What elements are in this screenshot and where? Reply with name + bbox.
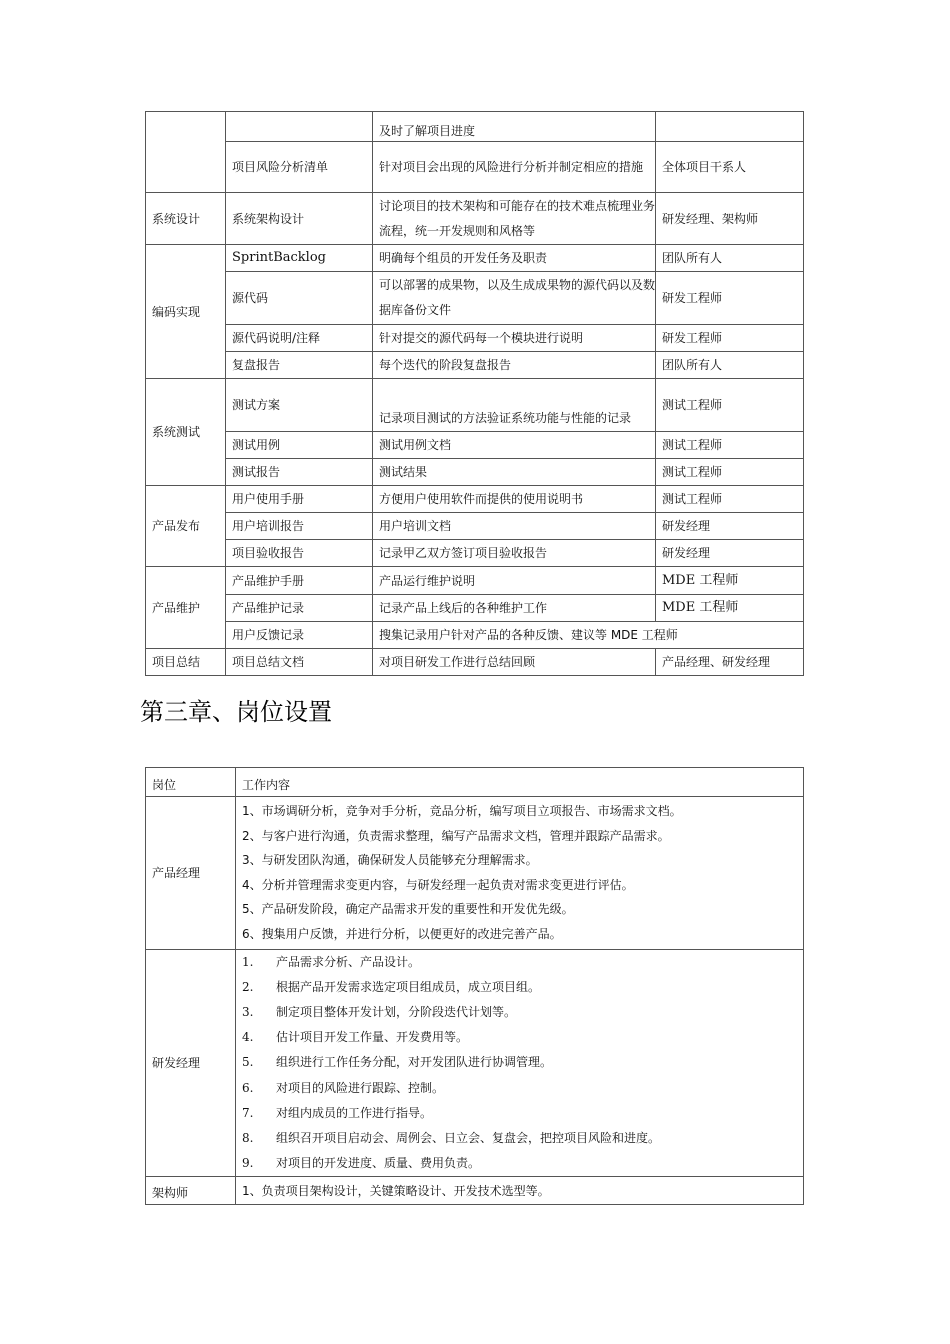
owner-cell: MDE 工程师: [656, 595, 804, 622]
duty-item: 2. 根据产品开发需求选定项目组成员，成立项目组。: [242, 979, 541, 994]
roles-table: [145, 767, 804, 1205]
desc-cell: 测试结果: [373, 459, 656, 486]
doc-cell: 源代码: [226, 272, 373, 325]
doc-cell: 复盘报告: [226, 352, 373, 379]
doc-cell: 用户反馈记录: [226, 622, 373, 649]
owner-cell: 研发经理: [656, 540, 804, 567]
desc-cell: 可以部署的成果物，以及生成成果物的源代码以及数据库备份文件: [373, 272, 656, 325]
owner-cell: [656, 112, 804, 142]
stage-cell: 系统设计: [146, 193, 226, 245]
owner-cell: 全体项目干系人: [656, 142, 804, 193]
doc-cell: 项目总结文档: [226, 649, 373, 676]
owner-cell: 团队所有人: [656, 245, 804, 272]
desc-cell: 明确每个组员的开发任务及职责: [373, 245, 656, 272]
owner-cell: MDE 工程师: [656, 567, 804, 595]
desc-cell: 搜集记录用户针对产品的各种反馈、建议等 MDE 工程师: [373, 622, 804, 649]
duty-item: 5、产品研发阶段，确定产品需求开发的重要性和开发优先级。: [242, 902, 574, 917]
doc-cell: 用户培训报告: [226, 513, 373, 540]
desc-cell: 针对提交的源代码每一个模块进行说明: [373, 325, 656, 352]
duty-item: 1、负责项目架构设计，关键策略设计、开发技术选型等。: [242, 1183, 550, 1198]
chapter-title: 第三章、岗位设置: [140, 698, 332, 726]
role-cell-architect: 架构师: [146, 1177, 236, 1205]
desc-cell: 记录产品上线后的各种维护工作: [373, 595, 656, 622]
owner-cell: 研发经理、架构师: [656, 193, 804, 245]
role-header: 岗位: [146, 768, 236, 797]
doc-cell: SprintBacklog: [226, 245, 373, 272]
doc-cell: 用户使用手册: [226, 486, 373, 513]
duty-item: 7. 对组内成员的工作进行指导。: [242, 1105, 433, 1120]
duty-item: 4. 估计项目开发工作量、开发费用等。: [242, 1030, 469, 1045]
duty-item: 4、分析并管理需求变更内容，与研发经理一起负责对需求变更进行评估。: [242, 877, 634, 892]
duty-item: 6、搜集用户反馈，并进行分析，以便更好的改进完善产品。: [242, 926, 562, 941]
doc-cell: 源代码说明/注释: [226, 325, 373, 352]
desc-cell: 测试用例文档: [373, 432, 656, 459]
desc-cell: 讨论项目的技术架构和可能存在的技术难点梳理业务流程，统一开发规则和风格等: [373, 193, 656, 245]
doc-cell: 测试方案: [226, 379, 373, 432]
doc-cell: 测试报告: [226, 459, 373, 486]
owner-cell: 研发工程师: [656, 272, 804, 325]
doc-cell: 项目风险分析清单: [226, 142, 373, 193]
stage-cell: 产品维护: [146, 567, 226, 649]
doc-cell: 测试用例: [226, 432, 373, 459]
desc-cell: 每个迭代的阶段复盘报告: [373, 352, 656, 379]
owner-cell: 研发经理: [656, 513, 804, 540]
role-cell-product-manager: 产品经理: [146, 797, 236, 950]
duty-item: 8. 组织召开项目启动会、周例会、日立会、复盘会，把控项目风险和进度。: [242, 1130, 661, 1145]
doc-cell: 产品维护记录: [226, 595, 373, 622]
stage-cell: [146, 112, 226, 193]
product-manager-duties: [236, 797, 804, 950]
duty-item: 9. 对项目的开发进度、质量、费用负责。: [242, 1156, 481, 1171]
duty-item: 3、与研发团队沟通，确保研发人员能够充分理解需求。: [242, 853, 538, 868]
owner-cell: 研发工程师: [656, 325, 804, 352]
doc-cell: 项目验收报告: [226, 540, 373, 567]
owner-cell: 测试工程师: [656, 432, 804, 459]
deliverables-table: [145, 111, 804, 676]
stage-cell: 项目总结: [146, 649, 226, 676]
duty-item: 1. 产品需求分析、产品设计。: [242, 954, 421, 969]
stage-cell: 产品发布: [146, 486, 226, 567]
stage-cell: 系统测试: [146, 379, 226, 486]
owner-cell: 测试工程师: [656, 486, 804, 513]
owner-cell: 测试工程师: [656, 459, 804, 486]
duty-item: 5. 组织进行工作任务分配，对开发团队进行协调管理。: [242, 1055, 553, 1070]
desc-cell: 用户培训文档: [373, 513, 656, 540]
owner-cell: 测试工程师: [656, 379, 804, 432]
owner-cell: 产品经理、研发经理: [656, 649, 804, 676]
dev-manager-duties: [236, 949, 804, 1177]
role-cell-dev-manager: 研发经理: [146, 949, 236, 1177]
desc-cell: 针对项目会出现的风险进行分析并制定相应的措施: [373, 142, 656, 193]
stage-cell: 编码实现: [146, 245, 226, 379]
desc-cell: 及时了解项目进度: [373, 112, 656, 142]
desc-cell: 方便用户使用软件而提供的使用说明书: [373, 486, 656, 513]
desc-cell: 对项目研发工作进行总结回顾: [373, 649, 656, 676]
doc-cell: 产品维护手册: [226, 567, 373, 595]
desc-cell: 产品运行维护说明: [373, 567, 656, 595]
duty-item: 1、市场调研分析，竞争对手分析，竞品分析，编写项目立项报告、市场需求文档。: [242, 804, 682, 818]
content-header: 工作内容: [236, 768, 804, 797]
doc-cell: 系统架构设计: [226, 193, 373, 245]
duty-item: 2、与客户进行沟通，负责需求整理，编写产品需求文档，管理并跟踪产品需求。: [242, 828, 670, 843]
duty-item: 6. 对项目的风险进行跟踪、控制。: [242, 1080, 445, 1095]
desc-cell: 记录甲乙双方签订项目验收报告: [373, 540, 656, 567]
doc-cell: [226, 112, 373, 142]
desc-cell: 记录项目测试的方法验证系统功能与性能的记录: [373, 379, 656, 432]
owner-cell: 团队所有人: [656, 352, 804, 379]
architect-duties: [236, 1177, 804, 1205]
duty-item: 3. 制定项目整体开发计划，分阶段迭代计划等。: [242, 1004, 517, 1019]
